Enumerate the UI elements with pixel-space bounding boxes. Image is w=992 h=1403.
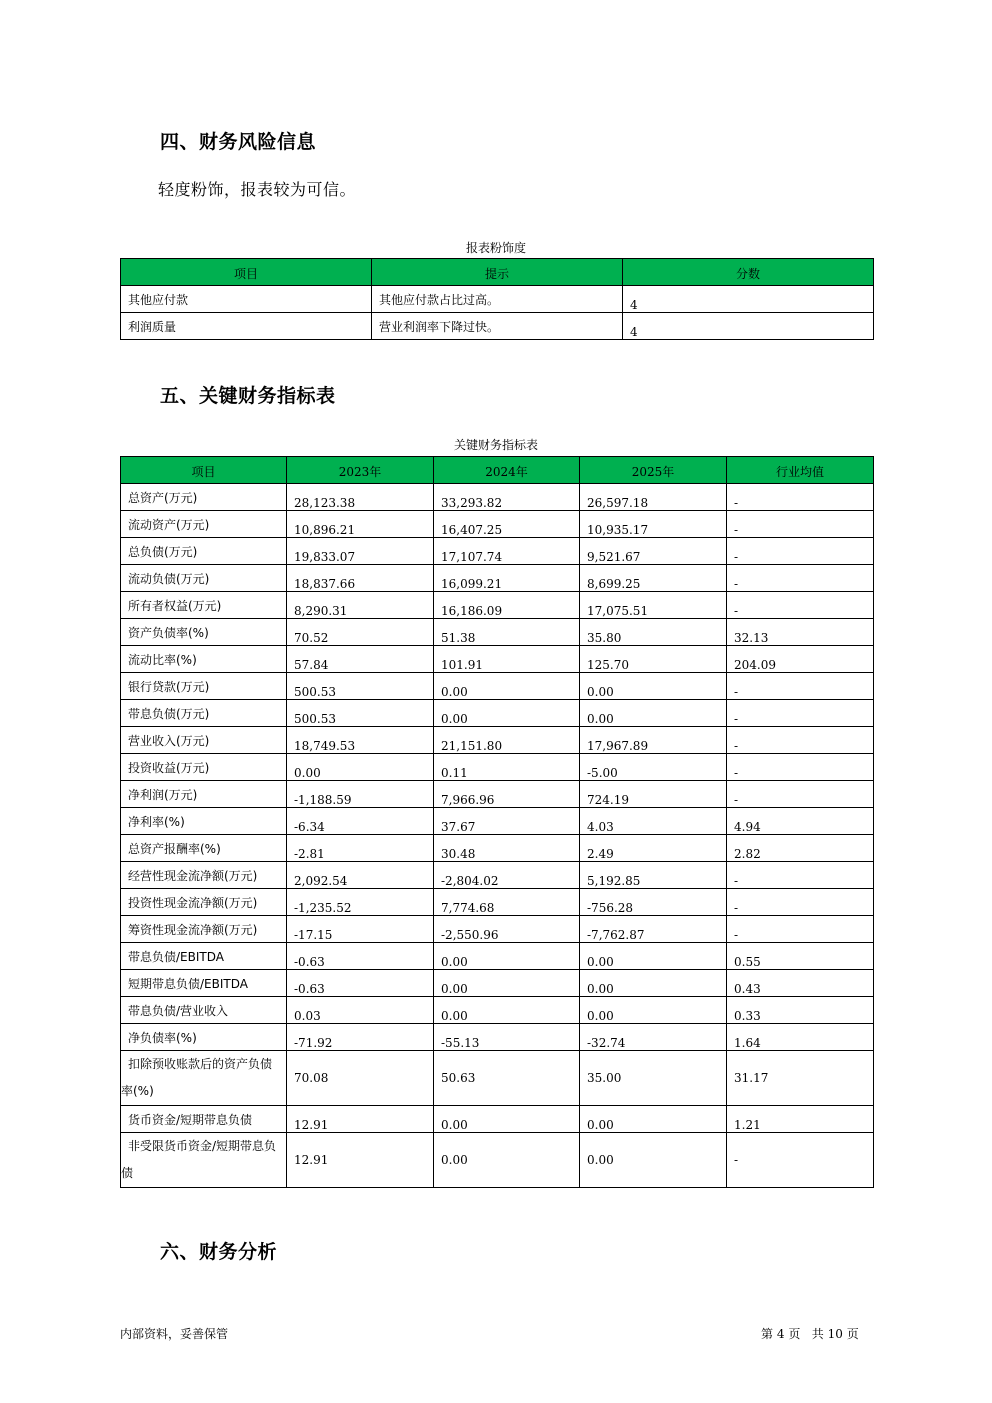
value-cell: 10,896.21 [287, 511, 434, 538]
value-cell: 21,151.80 [434, 727, 580, 754]
row-label-cell: 流动比率(%) [121, 646, 287, 673]
value-cell: 0.00 [287, 754, 434, 781]
row-label-cell: 银行贷款(万元) [121, 673, 287, 700]
value-cell: 1.21 [727, 1106, 874, 1133]
value-cell: 4.94 [727, 808, 874, 835]
value-cell: 16,407.25 [434, 511, 580, 538]
footer-confidential-note: 内部资料，妥善保管 [120, 1327, 229, 1341]
value-cell: 32.13 [727, 619, 874, 646]
table-row [121, 997, 874, 1024]
value-cell: 37.67 [434, 808, 580, 835]
value-cell: 18,749.53 [287, 727, 434, 754]
value-cell: 35.80 [580, 619, 727, 646]
whitewash-table [120, 258, 874, 340]
value-cell: 0.00 [434, 673, 580, 700]
value-cell: - [727, 592, 874, 619]
table-row [121, 1106, 874, 1133]
row-label-cell: 非受限货币资金/短期带息负债 [121, 1133, 287, 1188]
row-label-cell: 经营性现金流净额(万元) [121, 862, 287, 889]
value-cell: 31.17 [727, 1051, 874, 1106]
table-row [121, 835, 874, 862]
row-label-cell: 所有者权益(万元) [121, 592, 287, 619]
value-cell: - [727, 673, 874, 700]
value-cell: 0.00 [580, 1133, 727, 1188]
row-label-cell: 流动资产(万元) [121, 511, 287, 538]
page-current: 4 [776, 1327, 785, 1341]
value-cell: 0.00 [434, 1133, 580, 1188]
value-cell: 0.00 [434, 970, 580, 997]
col-header-score: 分数 [623, 259, 874, 286]
value-cell: 0.00 [580, 673, 727, 700]
value-cell: 2.82 [727, 835, 874, 862]
value-cell: 7,966.96 [434, 781, 580, 808]
table-caption-kpi: 关键财务指标表 [453, 438, 538, 452]
table-row [121, 781, 874, 808]
row-label-cell: 带息负债/营业收入 [121, 997, 287, 1024]
value-cell: 4.03 [580, 808, 727, 835]
value-cell: 500.53 [287, 700, 434, 727]
value-cell: 其他应付款占比过高。 [372, 286, 623, 313]
table-row [121, 565, 874, 592]
table-row [121, 673, 874, 700]
table-row [121, 511, 874, 538]
total-prefix: 共 [811, 1327, 824, 1341]
kpi-table [120, 456, 874, 1188]
value-cell: 724.19 [580, 781, 727, 808]
value-cell: 1.64 [727, 1024, 874, 1051]
value-cell: 0.00 [580, 997, 727, 1024]
value-cell: 30.48 [434, 835, 580, 862]
table-row [121, 619, 874, 646]
table-row [121, 646, 874, 673]
row-label-cell: 筹资性现金流净额(万元) [121, 916, 287, 943]
table-row [121, 889, 874, 916]
table-row [121, 1133, 874, 1188]
value-cell: 8,699.25 [580, 565, 727, 592]
col-header-2025: 2025年 [580, 457, 727, 484]
table-row [121, 1051, 874, 1106]
value-cell: 500.53 [287, 673, 434, 700]
value-cell: -756.28 [580, 889, 727, 916]
row-label-cell: 带息负债/EBITDA [121, 943, 287, 970]
value-cell: -1,235.52 [287, 889, 434, 916]
section-heading-kpi: 五、关键财务指标表 [160, 385, 336, 407]
row-label-cell: 净利润(万元) [121, 781, 287, 808]
value-cell: 19,833.07 [287, 538, 434, 565]
value-cell: -2.81 [287, 835, 434, 862]
value-cell: 0.00 [580, 700, 727, 727]
value-cell: 204.09 [727, 646, 874, 673]
value-cell: 0.11 [434, 754, 580, 781]
value-cell: - [727, 565, 874, 592]
value-cell: 18,837.66 [287, 565, 434, 592]
value-cell: 33,293.82 [434, 484, 580, 511]
value-cell: - [727, 889, 874, 916]
row-label-cell: 净负债率(%) [121, 1024, 287, 1051]
row-label-cell: 总资产(万元) [121, 484, 287, 511]
value-cell: 0.00 [580, 1106, 727, 1133]
table-row [121, 727, 874, 754]
value-cell: 4 [623, 313, 874, 340]
value-cell: 2.49 [580, 835, 727, 862]
value-cell: 0.00 [434, 943, 580, 970]
value-cell: 35.00 [580, 1051, 727, 1106]
table-row [121, 754, 874, 781]
table-row [121, 484, 874, 511]
value-cell: - [727, 700, 874, 727]
value-cell: 50.63 [434, 1051, 580, 1106]
value-cell: - [727, 862, 874, 889]
value-cell: -7,762.87 [580, 916, 727, 943]
value-cell: -32.74 [580, 1024, 727, 1051]
value-cell: 16,186.09 [434, 592, 580, 619]
value-cell: 4 [623, 286, 874, 313]
row-label-cell: 扣除预收账款后的资产负债率(%) [121, 1051, 287, 1106]
table-row [121, 1024, 874, 1051]
value-cell: -2,550.96 [434, 916, 580, 943]
value-cell: 17,967.89 [580, 727, 727, 754]
value-cell: - [727, 511, 874, 538]
table-caption-whitewash: 报表粉饰度 [465, 241, 526, 255]
value-cell: 51.38 [434, 619, 580, 646]
row-label-cell: 其他应付款 [121, 286, 372, 313]
table-row [121, 808, 874, 835]
value-cell: -55.13 [434, 1024, 580, 1051]
value-cell: 28,123.38 [287, 484, 434, 511]
value-cell: 10,935.17 [580, 511, 727, 538]
row-label-cell: 利润质量 [121, 313, 372, 340]
value-cell: 0.00 [580, 970, 727, 997]
table-row [121, 943, 874, 970]
value-cell: 125.70 [580, 646, 727, 673]
value-cell: 17,107.74 [434, 538, 580, 565]
col-header-item: 项目 [121, 457, 287, 484]
table-row [121, 592, 874, 619]
table-row [121, 862, 874, 889]
value-cell: 8,290.31 [287, 592, 434, 619]
table-row [121, 313, 874, 340]
value-cell: - [727, 916, 874, 943]
value-cell: 0.03 [287, 997, 434, 1024]
row-label-cell: 投资性现金流净额(万元) [121, 889, 287, 916]
row-label-cell: 营业收入(万元) [121, 727, 287, 754]
col-header-2024: 2024年 [434, 457, 580, 484]
page-prefix: 第 [761, 1327, 774, 1341]
section-heading-risk: 四、财务风险信息 [160, 131, 317, 153]
value-cell: 5,192.85 [580, 862, 727, 889]
row-label-cell: 短期带息负债/EBITDA [121, 970, 287, 997]
value-cell: 57.84 [287, 646, 434, 673]
value-cell: -0.63 [287, 943, 434, 970]
value-cell: 9,521.67 [580, 538, 727, 565]
value-cell: - [727, 538, 874, 565]
row-label-cell: 净利率(%) [121, 808, 287, 835]
table-row [121, 700, 874, 727]
value-cell: 2,092.54 [287, 862, 434, 889]
value-cell: 0.55 [727, 943, 874, 970]
value-cell: -0.63 [287, 970, 434, 997]
value-cell: 0.00 [434, 997, 580, 1024]
table-header-row [121, 259, 874, 286]
value-cell: 26,597.18 [580, 484, 727, 511]
value-cell: 12.91 [287, 1106, 434, 1133]
value-cell: 12.91 [287, 1133, 434, 1188]
value-cell: 70.52 [287, 619, 434, 646]
row-label-cell: 总资产报酬率(%) [121, 835, 287, 862]
value-cell: 0.33 [727, 997, 874, 1024]
page-mid: 页 [788, 1327, 801, 1341]
value-cell: -5.00 [580, 754, 727, 781]
value-cell: - [727, 727, 874, 754]
risk-summary-text: 轻度粉饰，报表较为可信。 [158, 180, 357, 199]
table-row [121, 970, 874, 997]
value-cell: - [727, 484, 874, 511]
value-cell: 17,075.51 [580, 592, 727, 619]
value-cell: - [727, 1133, 874, 1188]
value-cell: -2,804.02 [434, 862, 580, 889]
value-cell: -6.34 [287, 808, 434, 835]
page-total: 10 [827, 1327, 843, 1341]
value-cell: 0.00 [580, 943, 727, 970]
value-cell: 70.08 [287, 1051, 434, 1106]
value-cell: 营业利润率下降过快。 [372, 313, 623, 340]
total-suffix: 页 [846, 1327, 859, 1341]
value-cell: - [727, 781, 874, 808]
value-cell: 0.43 [727, 970, 874, 997]
table-row [121, 538, 874, 565]
value-cell: 7,774.68 [434, 889, 580, 916]
value-cell: 0.00 [434, 1106, 580, 1133]
value-cell: 0.00 [434, 700, 580, 727]
table-row [121, 286, 874, 313]
col-header-industry-avg: 行业均值 [727, 457, 874, 484]
value-cell: - [727, 754, 874, 781]
col-header-hint: 提示 [372, 259, 623, 286]
footer-page-number [761, 1325, 859, 1342]
value-cell: 101.91 [434, 646, 580, 673]
row-label-cell: 货币资金/短期带息负债 [121, 1106, 287, 1133]
row-label-cell: 资产负债率(%) [121, 619, 287, 646]
col-header-2023: 2023年 [287, 457, 434, 484]
row-label-cell: 投资收益(万元) [121, 754, 287, 781]
table-header-row [121, 457, 874, 484]
table-row [121, 916, 874, 943]
value-cell: -1,188.59 [287, 781, 434, 808]
value-cell: 16,099.21 [434, 565, 580, 592]
value-cell: -71.92 [287, 1024, 434, 1051]
row-label-cell: 带息负债(万元) [121, 700, 287, 727]
row-label-cell: 总负债(万元) [121, 538, 287, 565]
value-cell: -17.15 [287, 916, 434, 943]
row-label-cell: 流动负债(万元) [121, 565, 287, 592]
col-header-item: 项目 [121, 259, 372, 286]
section-heading-analysis: 六、财务分析 [160, 1241, 278, 1263]
